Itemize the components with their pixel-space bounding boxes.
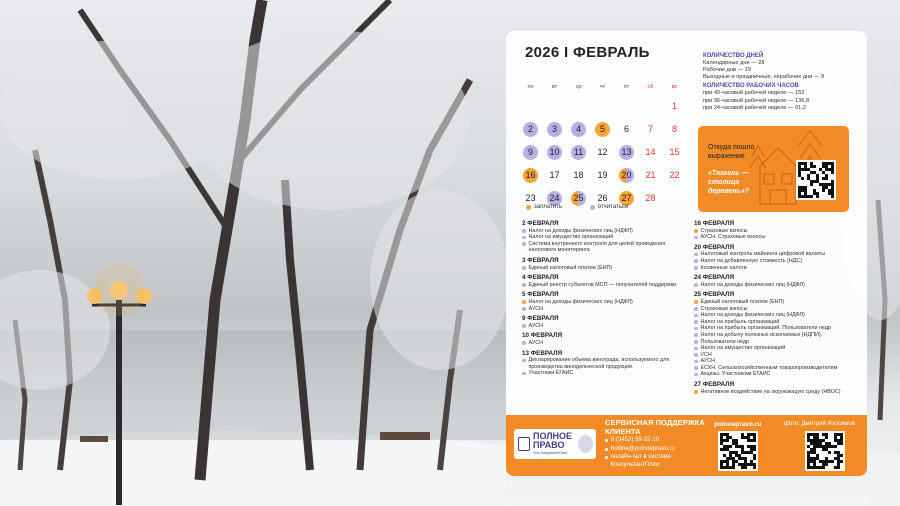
event-item <box>694 371 862 378</box>
pay-dot-icon <box>694 390 698 394</box>
logo-text: ПОЛНОЕ ПРАВО <box>533 431 573 450</box>
event-text: Страховые взносы <box>700 227 748 234</box>
report-dot-icon <box>522 307 526 311</box>
calendar-day[interactable]: 24 <box>547 191 562 206</box>
report-dot-icon <box>694 347 698 351</box>
event-item <box>694 389 862 396</box>
calendar-day[interactable]: 4 <box>571 122 586 137</box>
event-date: 13 ФЕВРАЛЯ <box>522 349 563 357</box>
event-text: Налог на доходы физических лиц (НДФЛ) <box>700 281 805 288</box>
logo-subtitle: Сеть КонсультантПлюс <box>533 451 568 455</box>
report-dot-icon <box>522 266 526 270</box>
event-item <box>522 357 692 370</box>
event-item <box>522 370 692 377</box>
stat-line: Выходные и праздничные, нерабочие дни — 9 <box>703 74 825 81</box>
event-item <box>694 234 862 241</box>
calendar-day[interactable]: 11 <box>571 145 586 160</box>
calendar-day[interactable]: 22 <box>669 170 680 180</box>
calendar-day[interactable]: 21 <box>645 170 656 180</box>
report-dot-icon <box>590 205 595 210</box>
report-dot-icon <box>694 327 698 331</box>
pay-dot-icon <box>522 300 526 304</box>
report-dot-icon <box>522 283 526 287</box>
event-date: 10 ФЕВРАЛЯ <box>522 332 563 340</box>
site-qr-code[interactable] <box>718 431 758 471</box>
company-logo[interactable] <box>514 429 596 459</box>
report-dot-icon <box>694 283 698 287</box>
event-date: 24 ФЕВРАЛЯ <box>694 274 735 282</box>
report-dot-icon <box>694 307 698 311</box>
events-left <box>522 217 692 377</box>
event-text: Налог на прибыль организаций <box>700 318 780 325</box>
promo-question: Откуда пошло выражение <box>708 144 755 160</box>
chat-link[interactable]: онлайн-чат в системе КонсультантПлюс <box>605 454 705 469</box>
report-dot-icon <box>694 253 698 257</box>
event-text: Негативное воздействие на окружающую среду (НВОС) <box>700 388 841 395</box>
report-dot-icon <box>522 236 526 240</box>
event-text: Налог на прибыль организаций. Пользователи недр <box>700 325 831 332</box>
calendar-day[interactable]: 3 <box>547 122 562 137</box>
hours-heading: КОЛИЧЕСТВО РАБОЧИХ ЧАСОВ <box>703 83 799 90</box>
report-dot-icon <box>694 314 698 318</box>
calendar-day[interactable]: 26 <box>597 193 608 203</box>
report-dot-icon <box>694 236 698 240</box>
calendar-day[interactable]: 18 <box>573 170 584 180</box>
event-text: Декларирование объема винограда, используемого для производства винодельческой продукции. <box>528 357 670 370</box>
event-item <box>522 234 692 241</box>
calendar-day[interactable]: 13 <box>619 145 634 160</box>
report-dot-icon <box>694 333 698 337</box>
site-link[interactable]: polnoepravo.ru <box>714 421 762 428</box>
event-item <box>522 323 692 330</box>
report-dot-icon <box>694 373 698 377</box>
events-right <box>694 217 862 395</box>
weekday-0: пн <box>527 84 534 90</box>
bullet-icon <box>605 448 608 451</box>
stat-line: при 36-часовой рабочей неделе — 136,8 <box>703 97 810 104</box>
calendar-day[interactable]: 23 <box>525 193 536 203</box>
page-title: 2026 I ФЕВРАЛЬ <box>525 44 650 61</box>
legend-pay: заплатить <box>526 204 562 210</box>
event-item <box>694 352 862 359</box>
stat-line: Рабочие дни — 19 <box>703 67 751 74</box>
report-dot-icon <box>522 324 526 328</box>
calendar-day[interactable]: 14 <box>645 147 656 157</box>
event-text: Единый реестр субъектов МСП — получателей поддержки <box>528 281 677 288</box>
weekday-1: вт <box>551 84 558 90</box>
email-link[interactable]: hotline@polnoepravo.ru <box>605 446 705 454</box>
promo-card[interactable] <box>698 126 849 212</box>
calendar-day[interactable]: 7 <box>647 124 653 134</box>
calendar-day[interactable]: 9 <box>523 145 538 160</box>
event-text: АУСН <box>528 339 544 346</box>
stat-line: Календарные дни — 28 <box>703 60 765 67</box>
event-item <box>694 345 862 352</box>
event-text: УСН <box>700 351 712 358</box>
weekday-5: сб <box>647 84 654 90</box>
event-item <box>522 265 692 272</box>
calendar-day[interactable]: 19 <box>597 170 608 180</box>
event-text: Пользователи недр <box>700 338 750 345</box>
calendar-day[interactable]: 5 <box>595 122 610 137</box>
calendar-day[interactable]: 25 <box>571 191 586 206</box>
days-heading: КОЛИЧЕСТВО ДНЕЙ <box>703 53 764 59</box>
photo-credit: фото: Дмитрий Изосимов <box>784 421 855 427</box>
stats-block <box>703 53 863 112</box>
weekday-3: чт <box>599 84 606 90</box>
calendar-panel <box>506 31 867 476</box>
event-item <box>694 312 862 319</box>
bullet-icon <box>605 439 608 442</box>
event-text: Налог на доходы физических лиц (НДФЛ) <box>528 227 633 234</box>
mascot-icon <box>578 435 593 453</box>
event-text: Налог на имущество организаций <box>528 234 614 241</box>
calendar-day[interactable]: 10 <box>547 145 562 160</box>
event-date: 9 ФЕВРАЛЯ <box>522 315 559 323</box>
support-block <box>605 419 705 469</box>
calendar-day[interactable]: 12 <box>597 147 608 157</box>
calendar-day[interactable]: 16 <box>523 168 538 183</box>
calendar-day[interactable]: 17 <box>549 170 560 180</box>
event-item <box>694 251 862 258</box>
event-item <box>522 282 692 289</box>
report-dot-icon <box>694 353 698 357</box>
event-item <box>694 332 862 339</box>
support-heading: СЕРВИСНАЯ ПОДДЕРЖКА КЛИЕНТА <box>605 418 705 436</box>
event-text: АУСН <box>528 322 544 329</box>
report-dot-icon <box>694 340 698 344</box>
promo-qr-code[interactable] <box>796 160 836 200</box>
event-text: Налог на доходы физических лиц (НДФЛ) <box>528 298 633 305</box>
event-item <box>522 340 692 347</box>
calendar-day[interactable]: 20 <box>619 168 634 183</box>
event-item <box>694 306 862 313</box>
event-date: 16 ФЕВРАЛЯ <box>694 220 735 227</box>
pay-dot-icon <box>694 300 698 304</box>
report-dot-icon <box>694 360 698 364</box>
photo-qr-code[interactable] <box>805 431 845 471</box>
weekday-2: ср <box>575 84 582 90</box>
event-text: Налог на добычу полезных ископаемых (НДПИ). <box>700 331 823 338</box>
event-item <box>694 282 862 289</box>
event-item <box>694 358 862 365</box>
event-item <box>694 265 862 272</box>
footer <box>506 415 867 476</box>
bullet-icon <box>605 456 608 459</box>
event-text: Налог на доходы физических лиц (НДФЛ) <box>700 312 805 319</box>
logo-mark-icon <box>518 437 530 451</box>
event-item <box>522 241 692 254</box>
calendar-day[interactable]: 8 <box>671 124 677 134</box>
report-dot-icon <box>694 366 698 370</box>
event-text: Налог на добавленную стоимость (НДС) <box>700 257 803 264</box>
event-text: Косвенные налоги <box>700 264 747 271</box>
pay-dot-icon <box>694 229 698 233</box>
report-dot-icon <box>522 229 526 233</box>
weekday-6: вс <box>671 84 678 90</box>
event-item <box>694 299 862 306</box>
event-text: Единый налоговый платеж (ЕНП) <box>528 264 613 271</box>
event-date: 5 ФЕВРАЛЯ <box>522 291 559 299</box>
event-date: 4 ФЕВРАЛЯ <box>522 274 559 282</box>
event-text: Страховые взносы <box>700 305 748 312</box>
phone-link[interactable]: 8 (3452) 59-32-10 <box>605 437 705 445</box>
event-date: 25 ФЕВРАЛЯ <box>694 291 735 299</box>
event-text: Система внутреннего контроля для целей проведения налогового мониторинга <box>528 240 666 254</box>
event-text: Единый налоговый платеж (ЕНП) <box>700 298 785 305</box>
event-item <box>694 325 862 332</box>
event-item <box>694 258 862 265</box>
calendar-day[interactable]: 27 <box>619 191 634 206</box>
report-dot-icon <box>694 266 698 270</box>
stat-line: при 24-часовой рабочей неделе — 91,2 <box>703 104 806 111</box>
event-text: Налоговый контроль майнинга цифровой валюты <box>700 251 825 258</box>
legend <box>526 204 654 212</box>
report-dot-icon <box>522 341 526 345</box>
event-date: 20 ФЕВРАЛЯ <box>694 243 735 251</box>
event-text: Акцизы. Участникам ЕГАИС <box>700 371 771 378</box>
event-item <box>694 228 862 235</box>
event-text: Налог на имущество организаций <box>700 345 786 352</box>
report-dot-icon <box>694 259 698 263</box>
event-item <box>522 306 692 313</box>
pay-dot-icon <box>526 205 531 210</box>
event-text: АУСН. Страховые взносы <box>700 234 766 241</box>
weekday-4: пт <box>623 84 630 90</box>
report-dot-icon <box>522 242 526 246</box>
calendar-day[interactable]: 28 <box>645 193 656 203</box>
calendar-day[interactable]: 6 <box>623 124 629 134</box>
event-date: 2 ФЕВРАЛЯ <box>522 220 559 227</box>
event-text: АУСН <box>700 358 716 365</box>
event-text: АУСН <box>528 305 544 312</box>
event-text: Участники ЕГАИС <box>528 370 574 377</box>
event-item <box>694 365 862 372</box>
event-item <box>522 299 692 306</box>
calendar-day[interactable]: 15 <box>669 147 680 157</box>
stat-line: при 40-часовой рабочей неделе — 152 <box>703 90 805 97</box>
report-dot-icon <box>694 320 698 324</box>
event-text: ЕСХН. Сельскохозяйственным товаропроизводителям <box>700 364 838 371</box>
promo-phrase: «Тюмень — столица деревень»? <box>708 170 749 195</box>
calendar-day[interactable]: 2 <box>523 122 538 137</box>
event-date: 3 ФЕВРАЛЯ <box>522 256 559 264</box>
report-dot-icon <box>522 359 526 363</box>
report-dot-icon <box>522 372 526 376</box>
event-date: 27 ФЕВРАЛЯ <box>694 381 735 389</box>
calendar-day[interactable]: 1 <box>671 101 677 111</box>
legend-report: отчитаться <box>590 204 628 210</box>
